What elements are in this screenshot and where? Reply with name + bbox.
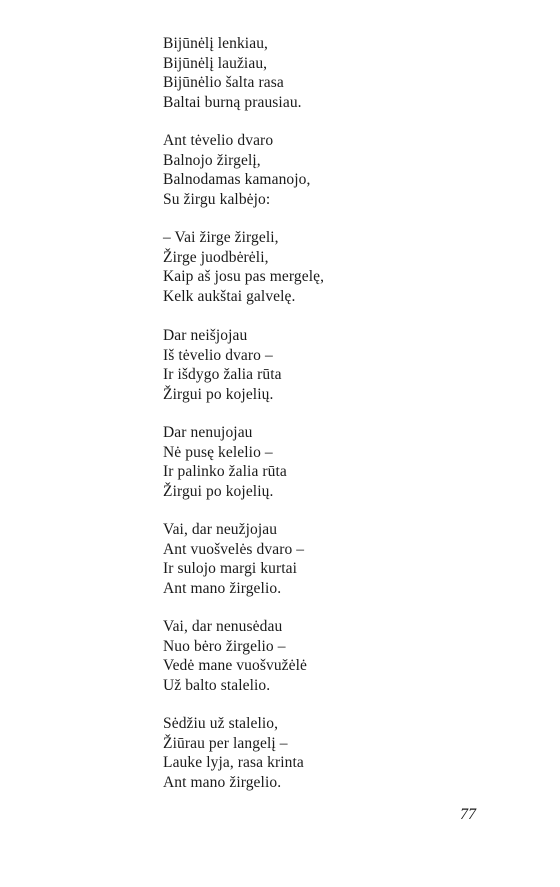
page-number: 77 (460, 806, 476, 823)
stanza-3 (163, 228, 324, 306)
verse-line: Ant mano žirgelio. (163, 579, 282, 597)
verse-line: Sėdžiu už stalelio, (163, 715, 279, 732)
verse-line: Su žirgu kalbėjo: (163, 190, 271, 208)
stanza-8 (163, 714, 304, 792)
verse-line: Balnojo žirgelį, (163, 151, 261, 169)
verse-line: Bijūnėlį laužiau, (163, 54, 268, 72)
verse-line: Žiūrau per langelį – (163, 734, 288, 752)
stanza-7 (163, 617, 307, 695)
verse-line: – Vai žirge žirgeli, (163, 229, 279, 246)
verse-line: Ant tėvelio dvaro (163, 132, 274, 149)
verse-line: Dar neišjojau (163, 327, 248, 344)
stanza-6 (163, 520, 304, 598)
verse-line: Kelk aukštai galvelę. (163, 287, 296, 305)
verse-line: Bijūnėlį lenkiau, (163, 35, 269, 52)
verse-line: Ant vuošvelės dvaro – (163, 540, 305, 558)
verse-line: Dar nenujojau (163, 424, 253, 441)
stanza-2 (163, 131, 311, 209)
verse-line: Ir palinko žalia rūta (163, 463, 287, 481)
verse-line: Iš tėvelio dvaro – (163, 346, 273, 364)
verse-line: Vai, dar neužjojau (163, 521, 278, 538)
stanza-1 (163, 34, 302, 112)
verse-line: Ir išdygo žalia rūta (163, 366, 282, 384)
verse-line: Žirgui po kojelių. (163, 385, 274, 403)
verse-line: Ir sulojo margi kurtai (163, 560, 298, 578)
verse-line: Nė pusę kelelio – (163, 443, 273, 461)
stanza-4 (163, 326, 282, 404)
verse-line: Kaip aš josu pas mergelę, (163, 268, 325, 286)
verse-line: Lauke lyja, rasa krinta (163, 754, 304, 772)
verse-line: Ant mano žirgelio. (163, 773, 282, 791)
stanza-5 (163, 423, 287, 501)
verse-line: Balnodamas kamanojo, (163, 171, 311, 189)
verse-line: Vai, dar nenusėdau (163, 618, 283, 635)
verse-line: Žirge juodbėrėli, (163, 248, 269, 266)
verse-line: Vedė mane vuošvužėlė (163, 657, 308, 675)
verse-line: Žirgui po kojelių. (163, 482, 274, 500)
verse-line: Nuo bėro žirgelio – (163, 637, 286, 655)
verse-line: Baltai burną prausiau. (163, 93, 302, 111)
verse-line: Bijūnėlio šalta rasa (163, 74, 284, 92)
verse-line: Už balto stalelio. (163, 676, 271, 694)
